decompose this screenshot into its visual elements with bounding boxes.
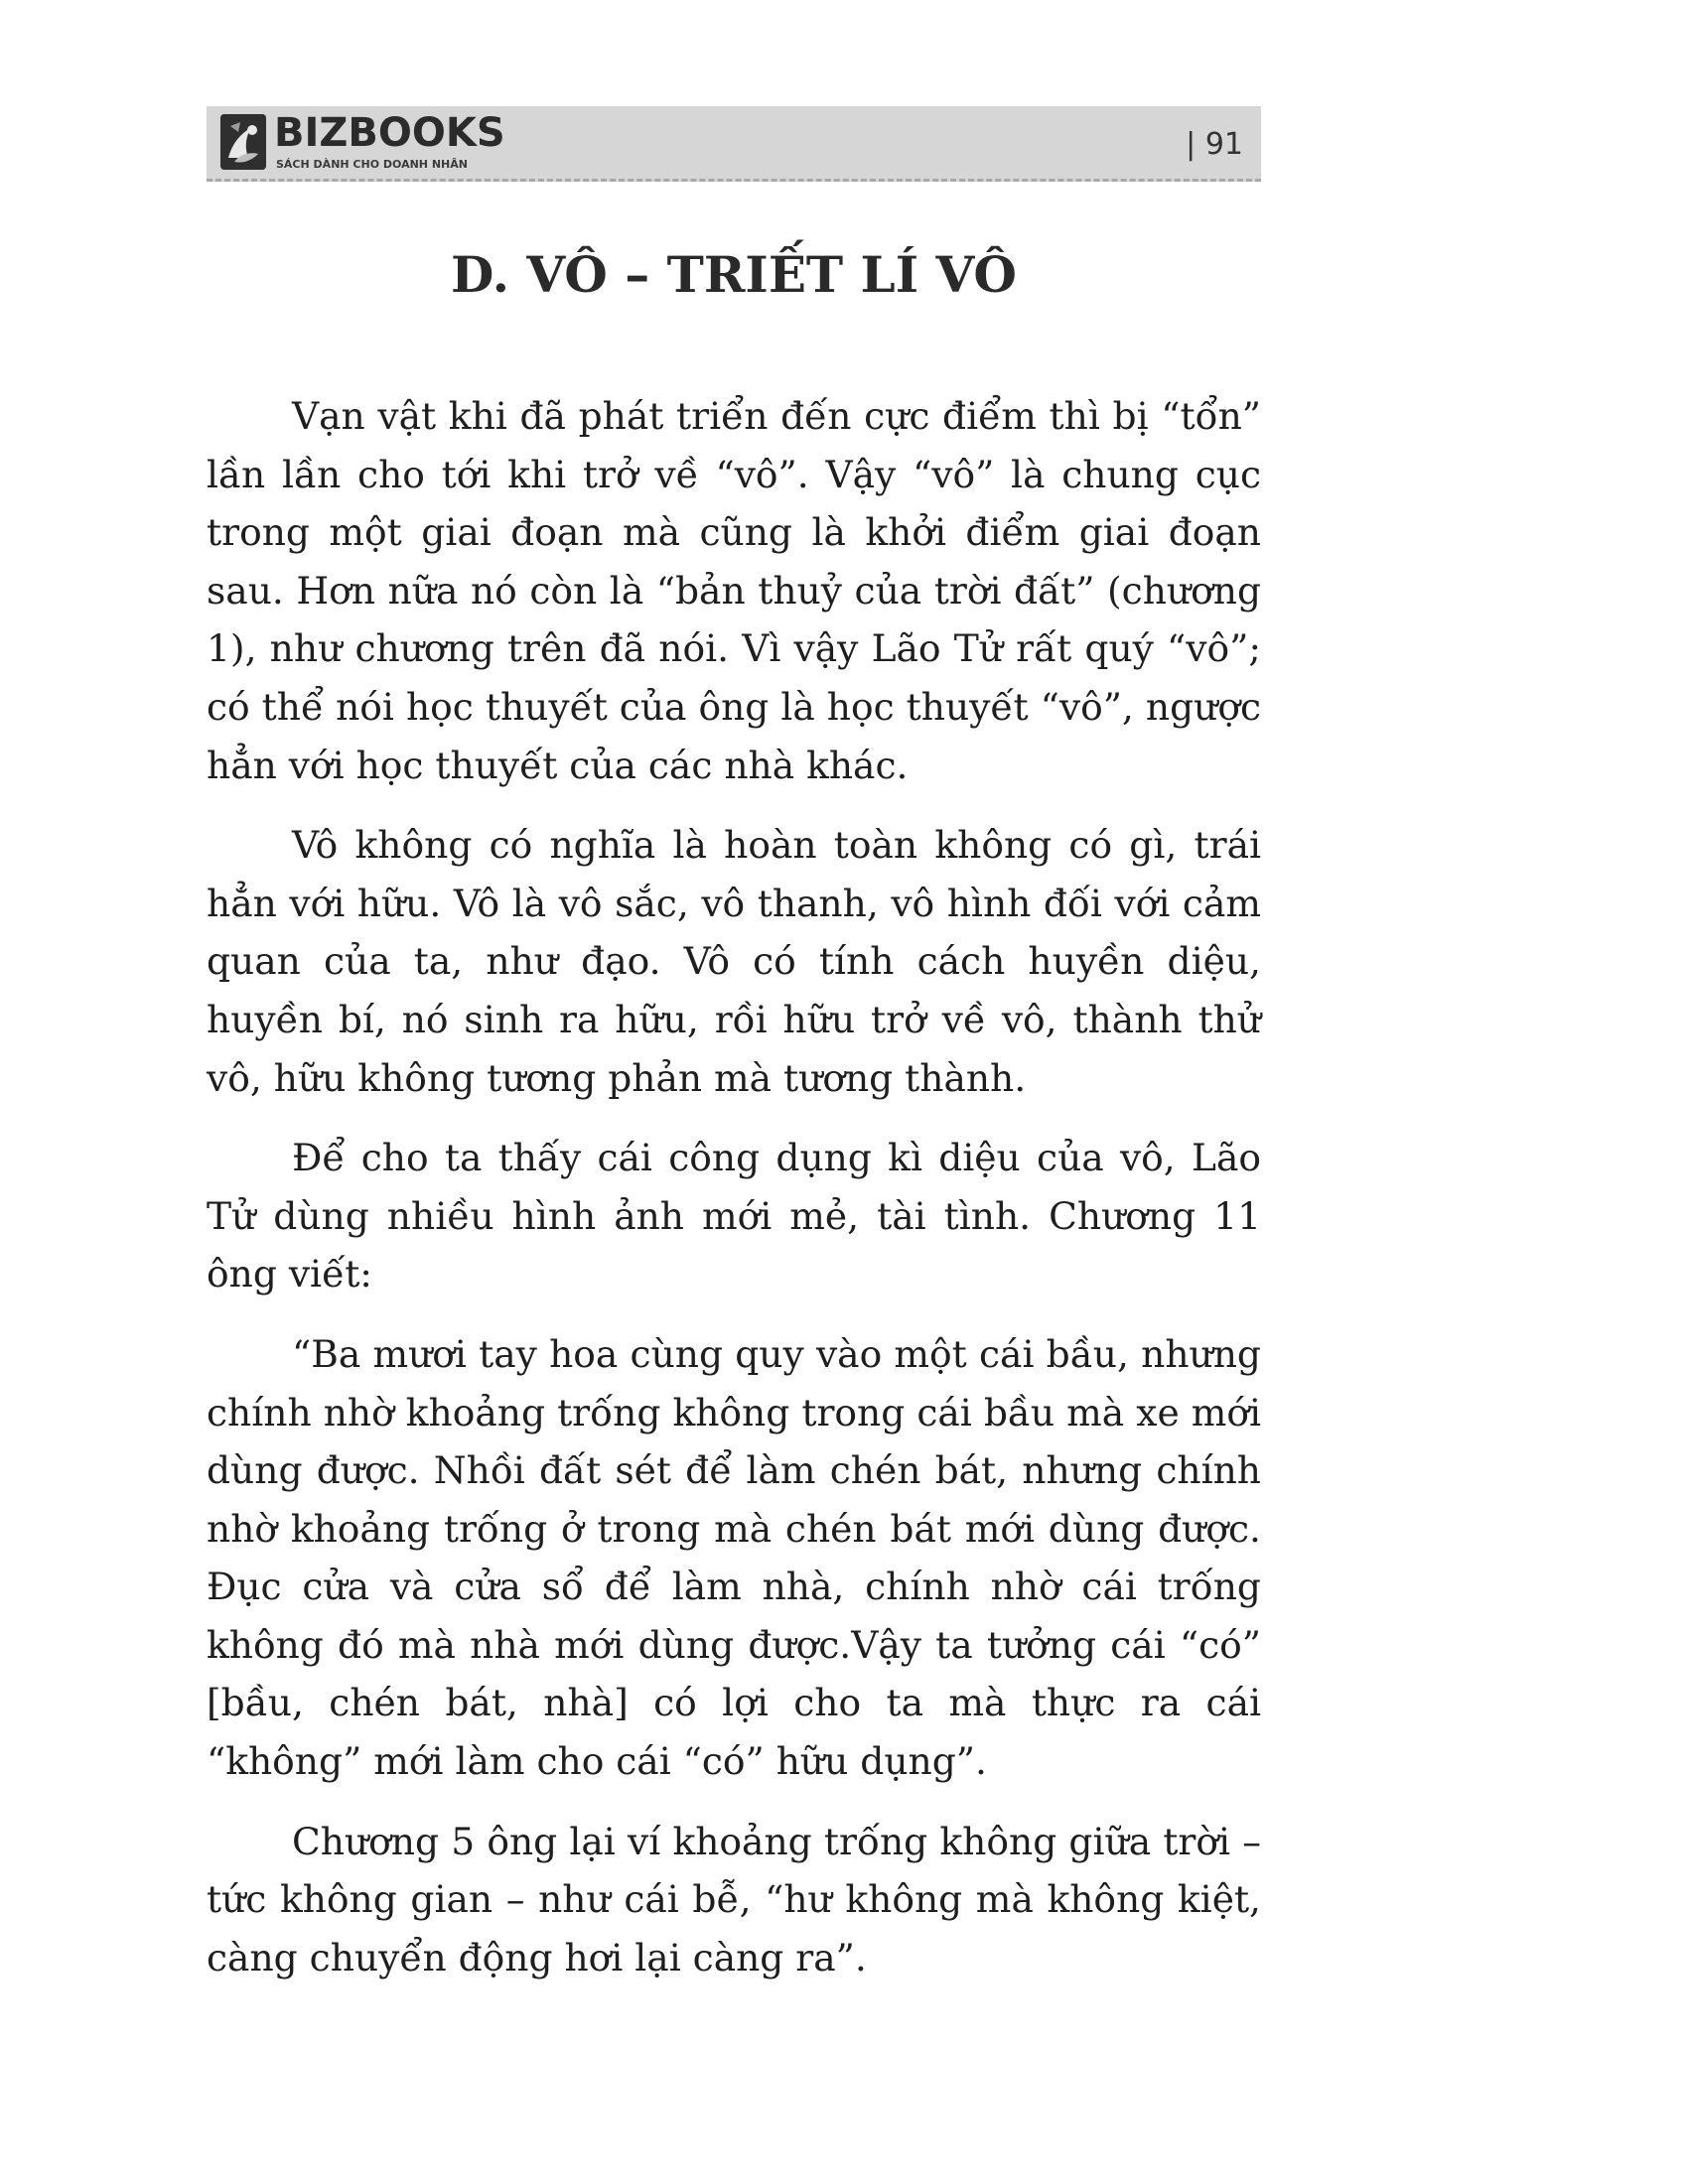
paragraph: Chương 5 ông lại ví khoảng trống không giữa trời – tức không gian – như cái bễ, “hư không mà không kiệt, càng chuyển động hơi lại càng ra”. — [207, 1819, 1261, 1979]
paragraph: Để cho ta thấy cái công dụng kì diệu của vô, Lão Tử dùng nhiều hình ảnh mới mẻ, tài tình. Chương 11 ông viết: — [207, 1136, 1261, 1297]
paragraph: Vô không có nghĩa là hoàn toàn không có gì, trái hẳn với hữu. Vô là vô sắc, vô thanh, vô hình đối với cảm quan của ta, như đạo. Vô có tính cách huyền diệu, huyền bí, nó sinh ra hữu, rồi hữu trở về vô, thành thử vô, hữu không tương phản mà tương thành. — [207, 823, 1261, 1100]
running-header — [207, 106, 1261, 182]
brand-name: BIZBOOKS — [274, 110, 505, 156]
paragraph: Vạn vật khi đã phát triển đến cực điểm thì bị “tổn” lần lần cho tới khi trở về “vô”. Vậy “vô” là chung cục trong một giai đoạn mà cũng là khởi điểm giai đoạn sau. Hơn nữa nó còn là “bản thuỷ của trời đất” (chương 1), như chương trên đã nói. Vì vậy Lão Tử rất quý “vô”; có thể nói học thuyết của ông là học thuyết “vô”, ngược hẳn với học thuyết của các nhà khác. — [207, 394, 1261, 787]
quote-paragraph: “Ba mươi tay hoa cùng quy vào một cái bầu, nhưng chính nhờ khoảng trống không trong cái bầu mà xe mới dùng được. Nhồi đất sét để làm chén bát, nhưng chính nhờ khoảng trống ở trong mà chén bát mới dùng được. Đục cửa và cửa sổ để làm nhà, chính nhờ cái trống không đó mà nhà mới dùng được.Vậy ta tưởng cái “có” [bầu, chén bát, nhà] có lợi cho ta mà thực ra cái “không” mới làm cho cái “có” hữu dụng”. — [207, 1331, 1261, 1784]
body-text — [207, 387, 1261, 2008]
section-title: D. VÔ – TRIẾT LÍ VÔ — [451, 245, 1017, 304]
page-number: | 91 — [1186, 127, 1243, 162]
bizbooks-logo-icon — [220, 114, 266, 170]
brand-tagline: SÁCH DÀNH CHO DOANH NHÂN — [276, 158, 468, 171]
